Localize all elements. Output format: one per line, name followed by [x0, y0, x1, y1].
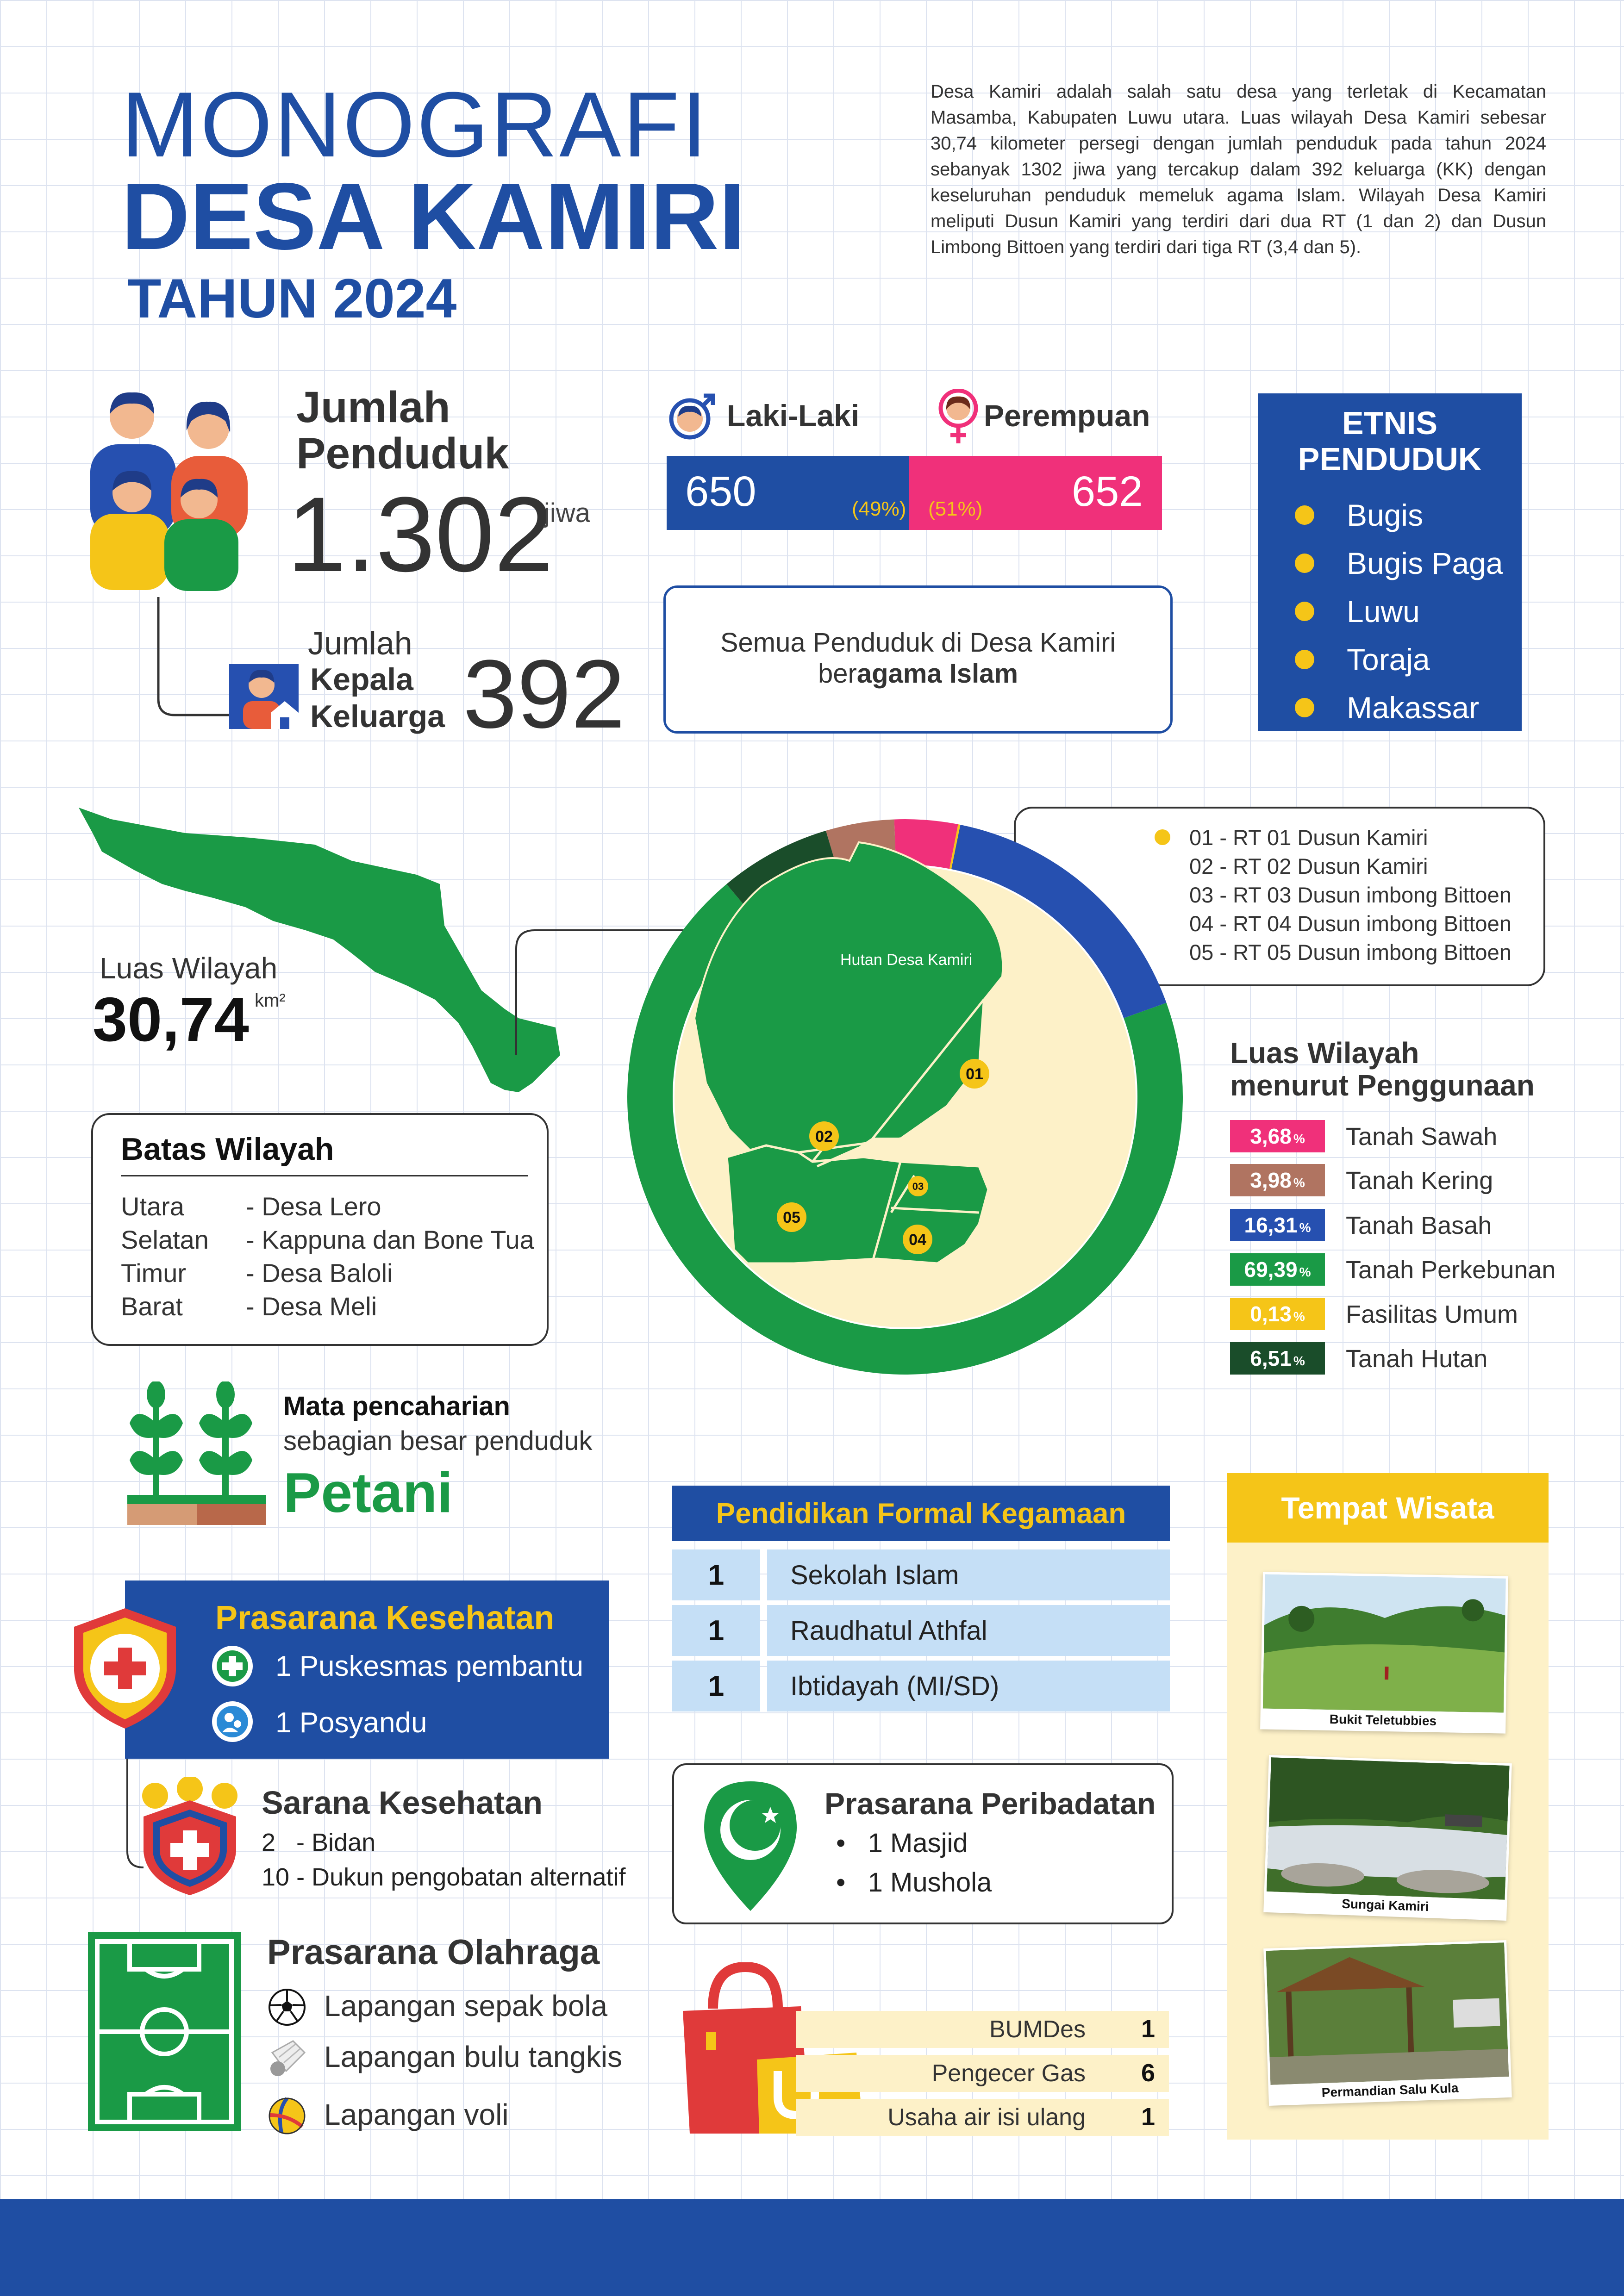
rt-marker-label: 05 — [783, 1209, 800, 1226]
soccer-ball-icon — [268, 1988, 307, 2027]
borders-title: Batas Wilayah — [121, 1132, 334, 1167]
photo-caption: Sungai Kamiri — [1341, 1896, 1430, 1914]
rt-marker-01 — [960, 1059, 989, 1089]
plant-icon — [127, 1381, 266, 1525]
bullet-icon — [1295, 602, 1314, 621]
ethnic-panel — [1258, 393, 1522, 731]
female-pct: (51%) — [928, 498, 983, 520]
ethnic-list — [1258, 491, 1522, 732]
connector-line — [153, 597, 236, 717]
list-item: • 1 Mushola — [836, 1867, 992, 1898]
intro-paragraph: Desa Kamiri adalah salah satu desa yang terletak di Kecamatan Masamba, Kabupaten Luwu utara. Luas wilayah Desa Kamiri sebesar 30,74 kilometer persegi dengan jumlah penduduk pada tahun 2024 sebanyak 1302 jiwa yang tercakup dalam 392 keluarga (KK) dengan keseluruhan penduduk memeluk agama Islam. Wilayah Desa Kamiri meliputi Dusun Kamiri yang terdiri dari dua RT (1 dan 2) dan Dusun Limbong Bittoen yang terdiri dari tiga RT (3,4 dan 5). — [931, 81, 1546, 257]
tourism-panel — [1227, 1473, 1549, 2140]
health-staff-icon — [134, 1777, 245, 1898]
business-count: 6 — [1141, 2059, 1155, 2087]
area-unit: km² — [255, 990, 286, 1011]
business-row — [796, 2011, 1169, 2048]
religion-box — [663, 585, 1173, 734]
religion-line-2: beragama Islam — [818, 659, 1018, 689]
rt-legend-item: 04 - RT 04 Dusun imbong Bittoen — [1189, 911, 1512, 936]
area-label: Luas Wilayah — [100, 952, 278, 985]
sports-item: Lapangan bulu tangkis — [324, 2040, 623, 2073]
education-name: Raudhatul Athfal — [767, 1605, 1170, 1656]
sports-item: Lapangan sepak bola — [324, 1989, 608, 2022]
bullet-icon — [1295, 698, 1314, 717]
photo-caption: Permandian Salu Kula — [1321, 2080, 1459, 2100]
health-staff-item: 10 - Dukun pengobatan alternatif — [262, 1863, 626, 1891]
bullet-icon — [1295, 554, 1314, 573]
mosque-pin-icon — [702, 1779, 799, 1913]
health-item: 1 Posyandu — [275, 1707, 427, 1739]
land-use-badge: 16,31 % — [1230, 1209, 1325, 1241]
health-item: 1 Puskesmas pembantu — [275, 1650, 584, 1682]
health-shield-icon — [72, 1606, 178, 1731]
land-use-donut-chart — [613, 805, 1197, 1425]
photo-sungai-kamiri — [1267, 1757, 1510, 1900]
land-use-badge: 6,51 % — [1230, 1342, 1325, 1375]
education-title: Pendidikan Formal Kegamaan — [672, 1486, 1170, 1541]
ethnic-title: ETNIS PENDUDUK — [1298, 405, 1482, 477]
business-count: 1 — [1141, 2103, 1155, 2131]
bullet-icon — [1295, 650, 1314, 669]
population-unit: jiwa — [544, 498, 590, 528]
list-item: Bugis Paga — [1295, 539, 1522, 587]
list-item: Makassar — [1295, 684, 1522, 732]
title-village: DESA KAMIRI — [121, 163, 745, 269]
land-use-badge: 69,39 % — [1230, 1253, 1325, 1286]
rt-marker-04 — [903, 1225, 932, 1254]
area-value: 30,74 — [93, 984, 249, 1054]
rt-marker-03 — [908, 1176, 928, 1196]
table-row — [672, 1605, 1170, 1656]
livelihood-value: Petani — [283, 1461, 453, 1524]
worship-title: Prasarana Peribadatan — [824, 1786, 1156, 1821]
rt-marker-label: 02 — [815, 1128, 833, 1145]
land-use-title: Luas Wilayah menurut Penggunaan — [1230, 1036, 1535, 1102]
photo-card — [1260, 1572, 1508, 1733]
border-row: Timur - Desa Baloli — [121, 1258, 393, 1288]
land-use-badge: 3,68 % — [1230, 1120, 1325, 1152]
business-name: BUMDes — [989, 2016, 1086, 2043]
rt-marker-05 — [777, 1202, 806, 1232]
soccer-field-icon — [86, 1930, 243, 2134]
rt-legend-item: 02 - RT 02 Dusun Kamiri — [1189, 854, 1428, 878]
health-title: Prasarana Kesehatan — [215, 1599, 555, 1636]
health-panel — [125, 1580, 609, 1759]
tourism-title: Tempat Wisata — [1227, 1473, 1549, 1543]
footer-bar — [0, 2199, 1624, 2296]
population-label: Jumlah Penduduk — [296, 383, 509, 478]
education-count: 1 — [672, 1605, 760, 1656]
forest-label: Hutan Desa Kamiri — [840, 951, 973, 969]
education-name: Sekolah Islam — [767, 1549, 1170, 1600]
border-row: Utara - Desa Lero — [121, 1192, 381, 1221]
livelihood-label-1: Mata pencaharian — [283, 1391, 510, 1421]
photo-permandian-salu-kula — [1266, 1942, 1509, 2085]
female-icon — [937, 389, 979, 444]
kk-value: 392 — [463, 640, 625, 748]
list-item: Bugis — [1295, 491, 1522, 539]
bullet-icon — [1295, 505, 1314, 525]
list-item: • 1 Masjid — [836, 1828, 968, 1858]
business-name: Usaha air isi ulang — [887, 2104, 1086, 2131]
rt-marker-label: 04 — [909, 1231, 926, 1249]
divider — [121, 1175, 528, 1176]
male-value: 650 — [685, 468, 756, 515]
land-use-badge: 3,98 % — [1230, 1164, 1325, 1196]
table-row — [672, 1549, 1170, 1600]
title-year: TAHUN 2024 — [127, 268, 457, 330]
borders-box — [91, 1113, 549, 1346]
population-value: 1.302 — [287, 475, 554, 594]
medical-cross-icon — [211, 1644, 255, 1688]
education-count: 1 — [672, 1661, 760, 1711]
border-row: Selatan - Kappuna dan Bone Tua — [121, 1225, 534, 1254]
male-icon — [669, 393, 715, 440]
border-row: Barat - Desa Meli — [121, 1292, 377, 1321]
rt-marker-label: 01 — [966, 1065, 983, 1083]
education-name: Ibtidayah (MI/SD) — [767, 1661, 1170, 1711]
sports-item: Lapangan voli — [324, 2098, 509, 2131]
health-staff-title: Sarana Kesehatan — [262, 1785, 543, 1821]
table-row — [672, 1661, 1170, 1711]
posyandu-icon — [211, 1700, 255, 1744]
land-use-badge: 0,13 % — [1230, 1298, 1325, 1330]
rt-marker-label: 03 — [912, 1181, 924, 1192]
female-value: 652 — [1072, 468, 1143, 515]
rt-legend-item: 01 - RT 01 Dusun Kamiri — [1189, 825, 1428, 850]
business-name: Pengecer Gas — [931, 2060, 1086, 2087]
kk-label-2: Kepala Keluarga — [310, 662, 445, 734]
business-count: 1 — [1141, 2015, 1155, 2043]
kk-label-1: Jumlah — [308, 625, 412, 661]
photo-caption: Bukit Teletubbies — [1329, 1711, 1437, 1728]
male-pct: (49%) — [852, 498, 906, 520]
list-item: Luwu — [1295, 587, 1522, 635]
livelihood-label-2: sebagian besar penduduk — [283, 1426, 593, 1456]
religion-line-1: Semua Penduduk di Desa Kamiri — [720, 628, 1116, 658]
family-icon — [76, 389, 257, 592]
shuttlecock-icon — [268, 2039, 307, 2078]
photo-card — [1263, 1755, 1512, 1921]
education-count: 1 — [672, 1549, 760, 1600]
male-label: Laki-Laki — [727, 398, 860, 433]
photo-card — [1263, 1940, 1512, 2106]
business-row — [796, 2055, 1169, 2092]
title-monografi: MONOGRAFI — [121, 73, 709, 176]
volleyball-icon — [268, 2097, 307, 2136]
female-label: Perempuan — [984, 398, 1150, 433]
rt-legend-item: 05 - RT 05 Dusun imbong Bittoen — [1189, 940, 1512, 964]
business-row — [796, 2099, 1169, 2136]
list-item: Toraja — [1295, 635, 1522, 684]
household-icon — [227, 662, 301, 731]
rt-marker-02 — [809, 1121, 839, 1151]
health-staff-item: 2 - Bidan — [262, 1829, 376, 1856]
worship-box — [672, 1763, 1174, 1924]
photo-bukit-teletubbies — [1263, 1574, 1506, 1712]
sports-title: Prasarana Olahraga — [267, 1933, 600, 1972]
rt-legend-item: 03 - RT 03 Dusun imbong Bittoen — [1189, 883, 1512, 907]
